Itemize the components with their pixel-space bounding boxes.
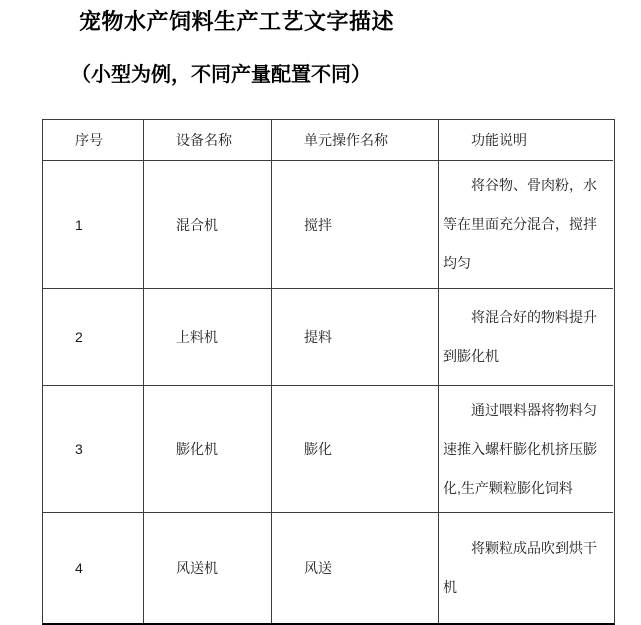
function-cell — [439, 161, 613, 289]
function-description-line: 化,生产颗粒膨化饲料 — [443, 479, 573, 496]
operation-name: 提料 — [304, 329, 332, 345]
table-row — [43, 513, 614, 623]
function-description-line: 将谷物、骨肉粉，水 — [471, 177, 597, 193]
equipment-cell — [144, 289, 272, 386]
function-description-line: 将混合好的物料提升 — [471, 309, 597, 325]
equipment-name: 风送机 — [176, 560, 218, 576]
seq-value: 3 — [75, 441, 83, 457]
function-description-line: 到膨化机 — [443, 348, 499, 364]
function-description-line: 等在里面充分混合，搅拌 — [443, 216, 597, 232]
equipment-name: 膨化机 — [176, 441, 218, 457]
table-row — [43, 289, 614, 386]
equipment-cell — [144, 161, 272, 289]
column-header-operation: 单元操作名称 — [272, 120, 439, 161]
seq-cell — [43, 289, 144, 386]
function-description-line: 速推入螺杆膨化机挤压膨 — [443, 440, 597, 457]
equipment-name: 上料机 — [176, 329, 218, 345]
seq-cell — [43, 513, 144, 623]
table-body — [43, 161, 614, 623]
function-cell — [439, 289, 613, 386]
seq-value: 2 — [75, 329, 83, 345]
seq-cell — [43, 386, 144, 513]
function-description-line: 通过喂料器将物料匀 — [471, 401, 597, 418]
table-header-row — [43, 120, 614, 161]
seq-value: 4 — [75, 560, 83, 576]
seq-cell — [43, 161, 144, 289]
function-description-line: 机 — [443, 579, 457, 595]
seq-value: 1 — [75, 216, 83, 233]
operation-cell — [272, 386, 439, 513]
column-header-seq: 序号 — [43, 120, 144, 161]
equipment-cell — [144, 386, 272, 513]
table-row — [43, 161, 614, 289]
function-description-line: 将颗粒成品吹到烘干 — [471, 540, 597, 556]
operation-name: 膨化 — [304, 441, 332, 457]
column-header-equipment: 设备名称 — [144, 120, 272, 161]
operation-cell — [272, 513, 439, 623]
function-description-line: 均匀 — [443, 255, 471, 271]
equipment-cell — [144, 513, 272, 623]
table-row — [43, 386, 614, 513]
function-cell — [439, 386, 613, 513]
operation-name: 搅拌 — [304, 216, 332, 233]
operation-cell — [272, 161, 439, 289]
column-header-function: 功能说明 — [439, 120, 613, 161]
operation-cell — [272, 289, 439, 386]
equipment-name: 混合机 — [176, 216, 218, 233]
page-subtitle: （小型为例，不同产量配置不同） — [71, 64, 371, 86]
operation-name: 风送 — [304, 560, 332, 576]
page-title: 宠物水产饲料生产工艺文字描述 — [79, 9, 395, 34]
process-table — [42, 119, 615, 625]
function-cell — [439, 513, 613, 623]
